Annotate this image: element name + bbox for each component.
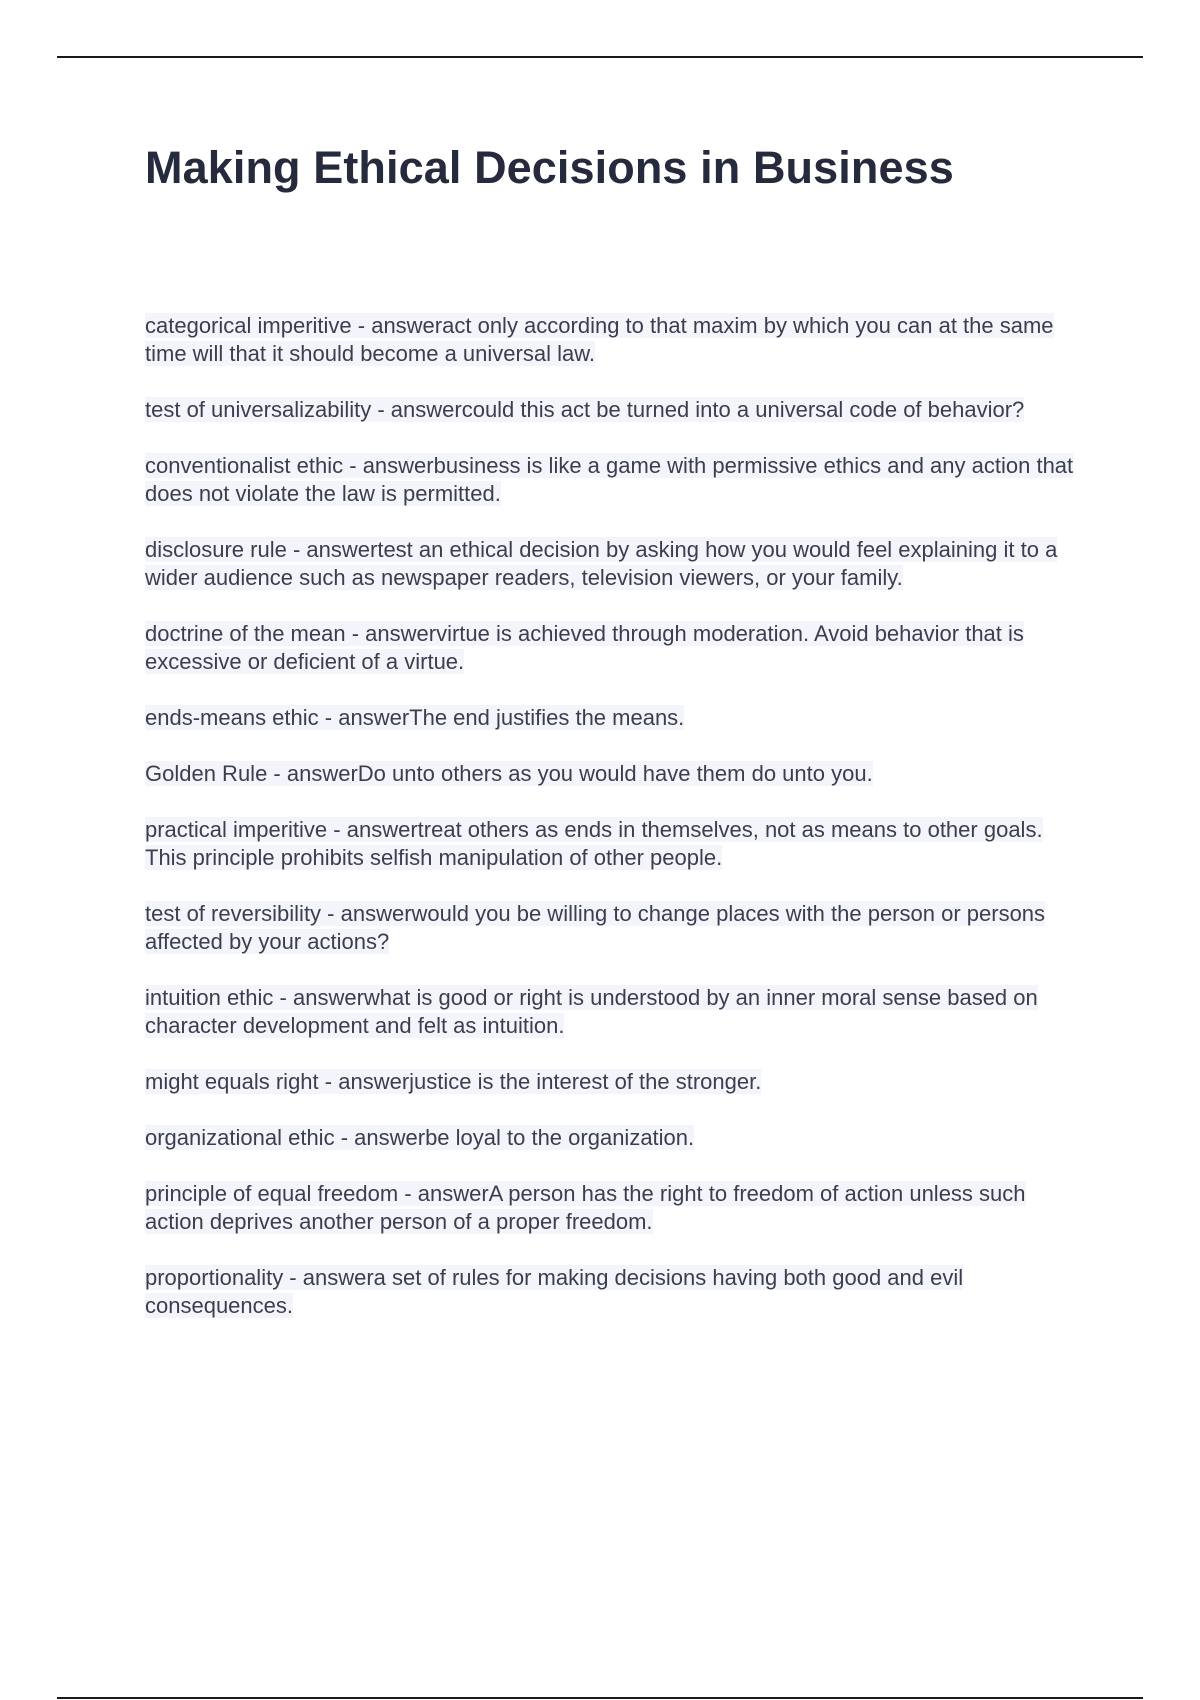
list-item	[145, 816, 1085, 872]
entry-answer-prefix: answer	[302, 1265, 374, 1290]
entry-answer: would you be willing to change places with the person or persons affected by your actions?	[145, 901, 1046, 954]
entry-term: categorical imperitive	[145, 313, 352, 338]
entry-text	[145, 621, 1024, 674]
entry-answer: A person has the right to freedom of action unless such action deprives another person of a proper freedom.	[145, 1181, 1026, 1234]
entry-term: proportionality	[145, 1265, 284, 1290]
entry-separator: -	[343, 453, 363, 478]
entry-answer-prefix: answer	[346, 817, 418, 842]
entry-answer-prefix: answer	[417, 1181, 489, 1206]
list-item	[145, 1124, 1085, 1152]
bottom-divider	[57, 1697, 1143, 1699]
list-item	[145, 620, 1085, 676]
list-item	[145, 452, 1085, 508]
entry-term: ends-means ethic	[145, 705, 319, 730]
entry-separator: -	[321, 901, 341, 926]
entry-answer-prefix: answer	[286, 761, 358, 786]
entry-answer: a set of rules for making decisions having both good and evil consequences.	[145, 1265, 964, 1318]
entry-answer-prefix: answer	[306, 537, 378, 562]
entry-answer: treat others as ends in themselves, not as means to other goals. This principle prohibits selfish manipulation of other people.	[145, 817, 1043, 870]
entry-text	[145, 313, 1054, 366]
entry-term: doctrine of the mean	[145, 621, 346, 646]
entry-answer-prefix: answer	[338, 1069, 410, 1094]
top-divider	[57, 56, 1143, 58]
flashcard-list	[145, 312, 1085, 1348]
entry-term: organizational ethic	[145, 1125, 335, 1150]
entry-term: conventionalist ethic	[145, 453, 344, 478]
entry-separator: -	[273, 985, 293, 1010]
entry-separator: -	[334, 1125, 355, 1150]
entry-separator: -	[345, 621, 366, 646]
entry-text	[145, 1069, 761, 1094]
entry-answer: could this act be turned into a universal code of behavior?	[461, 397, 1025, 422]
entry-answer: The end justifies the means.	[409, 705, 685, 730]
entry-answer: what is good or right is understood by an inner moral sense based on character development and felt as intuition.	[145, 985, 1038, 1038]
page-title: Making Ethical Decisions in Business	[145, 142, 954, 193]
entry-answer: be loyal to the organization.	[425, 1125, 695, 1150]
entry-answer-prefix: answer	[390, 397, 462, 422]
list-item	[145, 1264, 1085, 1320]
entry-answer: virtue is achieved through moderation. Avoid behavior that is excessive or deficient of a virtue.	[145, 621, 1024, 674]
entry-answer: act only according to that maxim by which you can at the same time will that it should become a universal law.	[145, 313, 1054, 366]
entry-text	[145, 397, 1024, 422]
entry-text	[145, 1181, 1026, 1234]
entry-answer-prefix: answer	[292, 985, 364, 1010]
entry-text	[145, 901, 1045, 954]
entry-separator: -	[267, 761, 287, 786]
entry-answer-prefix: answer	[362, 453, 434, 478]
entry-separator: -	[327, 817, 347, 842]
list-item	[145, 760, 1085, 788]
entry-separator: -	[318, 705, 339, 730]
entry-answer-prefix: answer	[365, 621, 437, 646]
entry-answer-prefix: answer	[354, 1125, 426, 1150]
entry-term: practical imperitive	[145, 817, 328, 842]
entry-answer-prefix: answer	[338, 705, 410, 730]
entry-answer-prefix: answer	[340, 901, 412, 926]
list-item	[145, 984, 1085, 1040]
entry-separator: -	[371, 397, 391, 422]
entry-text	[145, 705, 684, 730]
entry-answer: business is like a game with permissive ethics and any action that does not violate the law is permitted.	[145, 453, 1074, 506]
entry-separator: -	[286, 537, 307, 562]
entry-text	[145, 817, 1043, 870]
list-item	[145, 312, 1085, 368]
entry-separator: -	[283, 1265, 303, 1290]
entry-text	[145, 537, 1057, 590]
entry-term: intuition ethic	[145, 985, 274, 1010]
entry-term: principle of equal freedom	[145, 1181, 399, 1206]
entry-term: disclosure rule	[145, 537, 287, 562]
list-item	[145, 396, 1085, 424]
list-item	[145, 1180, 1085, 1236]
entry-text	[145, 453, 1073, 506]
entry-term: Golden Rule	[145, 761, 268, 786]
entry-answer: justice is the interest of the stronger.	[409, 1069, 762, 1094]
entry-term: test of universalizability	[145, 397, 372, 422]
entry-term: might equals right	[145, 1069, 319, 1094]
entry-answer: test an ethical decision by asking how you would feel explaining it to a wider audience such as newspaper readers, television viewers, or your family.	[145, 537, 1058, 590]
entry-term: test of reversibility	[145, 901, 322, 926]
entry-answer: Do unto others as you would have them do unto you.	[357, 761, 873, 786]
entry-separator: -	[398, 1181, 418, 1206]
list-item	[145, 704, 1085, 732]
entry-separator: -	[351, 313, 372, 338]
entry-separator: -	[318, 1069, 339, 1094]
entry-text	[145, 1265, 963, 1318]
list-item	[145, 1068, 1085, 1096]
entry-text	[145, 985, 1038, 1038]
list-item	[145, 900, 1085, 956]
entry-answer-prefix: answer	[371, 313, 443, 338]
entry-text	[145, 761, 873, 786]
entry-text	[145, 1125, 694, 1150]
list-item	[145, 536, 1085, 592]
